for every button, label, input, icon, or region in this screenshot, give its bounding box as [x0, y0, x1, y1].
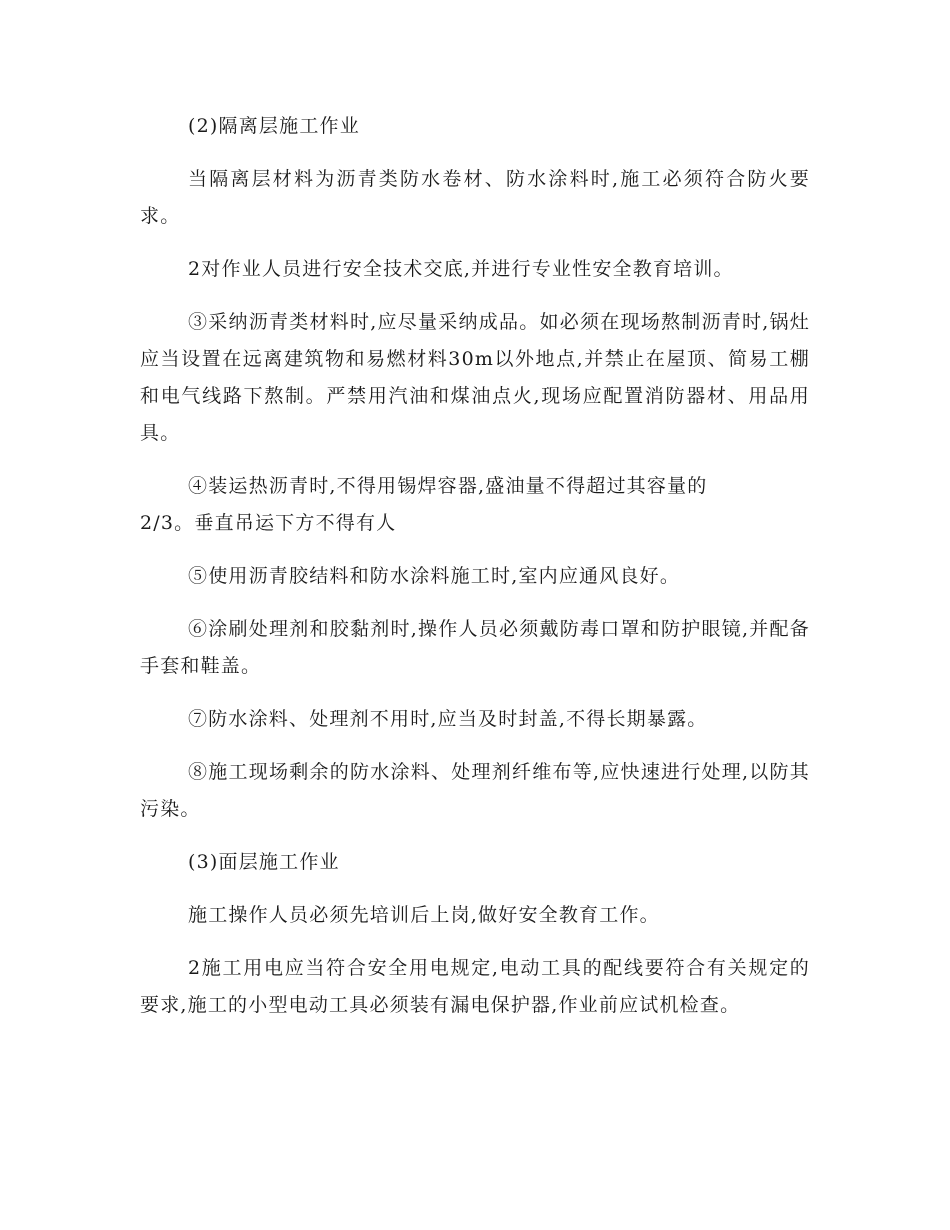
- paragraph-training: 施工操作人员必须先培训后上岗,做好安全教育工作。: [188, 904, 660, 926]
- paragraph-electrical-safety: 2施工用电应当符合安全用电规定,电动工具的配线要符合有关规定的要求,施工的小型电动工具必须装有漏电保护器,作业前应试机检查。: [140, 957, 810, 1016]
- paragraph-fire-requirement: 当隔离层材料为沥青类防水卷材、防水涂料时,施工必须符合防火要求。: [140, 168, 810, 227]
- paragraph-safety-briefing: 2对作业人员进行安全技术交底,并进行专业性安全教育培训。: [188, 258, 734, 280]
- section-heading-surface-layer: (3)面层施工作业: [188, 851, 340, 873]
- paragraph-hot-asphalt-transport: ④装运热沥青时,不得用锡焊容器,盛油量不得超过其容量的 2/3。垂直吊运下方不得有人: [140, 475, 708, 534]
- paragraph-asphalt-materials: ③采纳沥青类材料时,应尽量采纳成品。如必须在现场熬制沥青时,锅灶应当设置在远离建筑物和易燃材料30m以外地点,并禁止在屋顶、简易工棚和电气线路下熬制。严禁用汽油和煤油点火,现场应配置消防器材、用品用具。: [140, 311, 810, 444]
- paragraph-waste-handling: ⑧施工现场剩余的防水涂料、处理剂纤维布等,应快速进行处理,以防其污染。: [140, 761, 810, 820]
- paragraph-ventilation: ⑤使用沥青胶结料和防水涂料施工时,室内应通风良好。: [188, 565, 681, 587]
- section-heading-isolation-layer: (2)隔离层施工作业: [188, 115, 360, 137]
- paragraph-sealing-coatings: ⑦防水涂料、处理剂不用时,应当及时封盖,不得长期暴露。: [188, 708, 708, 730]
- paragraph-protective-equipment: ⑥涂刷处理剂和胶黏剂时,操作人员必须戴防毒口罩和防护眼镜,并配备手套和鞋盖。: [140, 618, 810, 677]
- document-body: [140, 108, 810, 1040]
